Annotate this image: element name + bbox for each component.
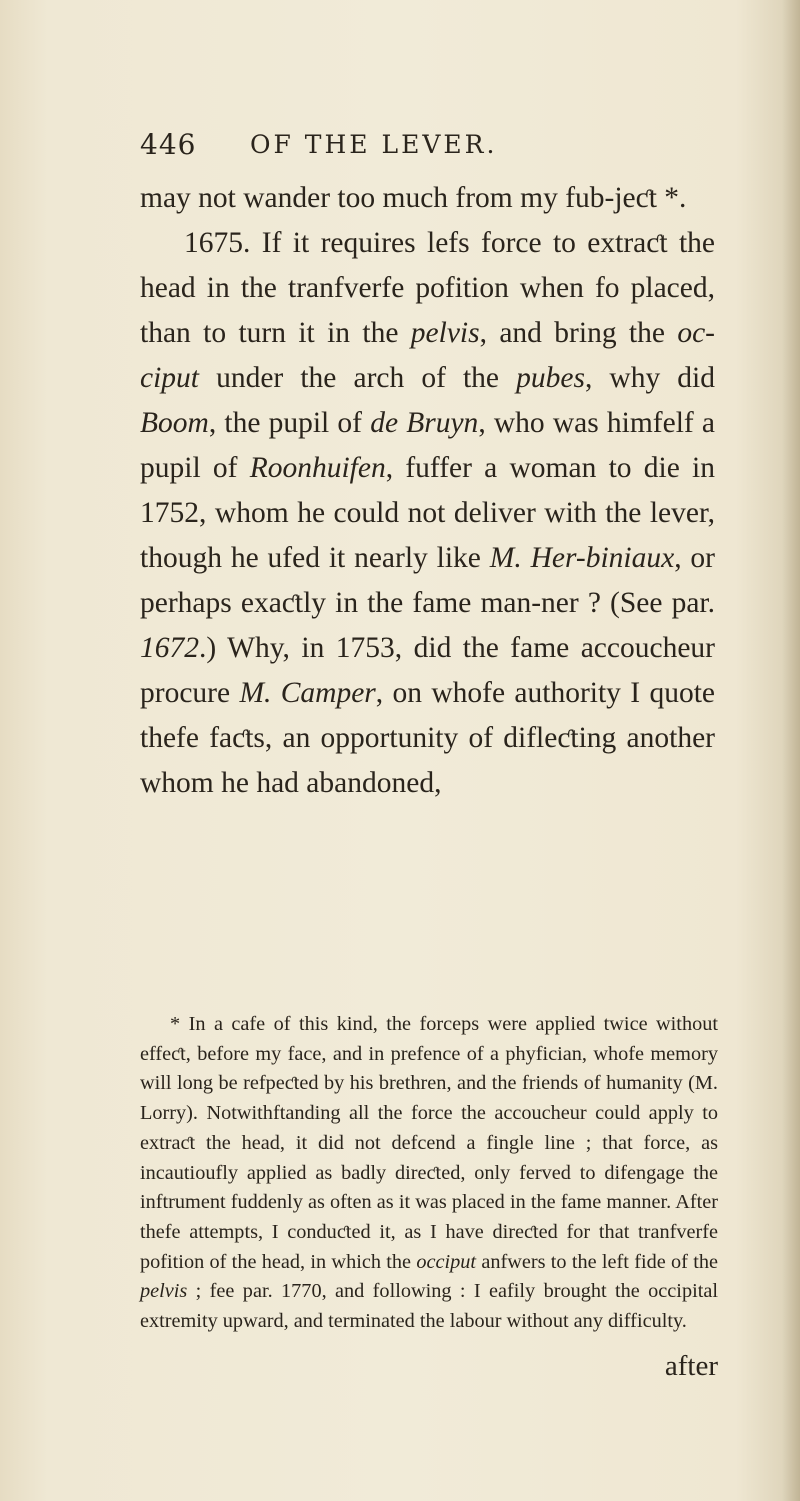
paragraph-1675 [140,221,715,806]
text-run: 1675. If it requires lefs force to extraƈt the head in the tranfverfe pofition when fo placed, than to turn it in the [140,227,715,349]
italic-name: Roonhuifen [249,452,386,484]
italic-term: pelvis [410,317,480,349]
page-number: 446 [140,128,197,161]
italic-name: M. Her-biniaux [489,542,675,574]
italic-number: 1672 [140,632,199,664]
italic-term: pelvis [140,1280,188,1303]
italic-term: pubes [516,362,585,394]
page-header [140,128,740,168]
footnote-text [140,1010,718,1337]
text-run: , why did [584,362,715,394]
text-run: , fuffer a woman to die in 1752, whom he could not deliver with the lever, though he ufed it nearly like [140,452,715,574]
main-text [140,176,715,806]
italic-name: de Bruyn [370,407,479,439]
text-run: under the arch of the [199,362,517,394]
text-run: ; fee par. 1770, and following : I eafily brought the occipital extremity upward, and terminated the labour without any difficulty. [140,1280,718,1333]
text-run: .) Why, in 1753, did the fame accoucheur procure [140,632,715,709]
text-run: , or perhaps exaƈtly in the fame man-ner ? (See par. [140,542,716,619]
text-run: , on whofe authority I quote thefe faƈts, an opportunity of difleƈting another whom he had abandoned, [140,677,715,799]
text-run: , the pupil of [208,407,371,439]
text-run: , and bring the [479,317,678,349]
italic-name: Boom [140,407,209,439]
text-run: * In a cafe of this kind, the forceps were applied twice without effeƈt, before my face, and in prefence of a phyfician, whofe memory will long be refpeƈted by his brethren, and the friends of humanity (M. Lorry). Notwithftanding all the force the accoucheur could apply to extraƈt the head, it did not defcend a fingle line ; that force, as incautioufly applied as badly direƈted, only ferved to difengage the inftrument fuddenly as often as it was placed in the fame manner. After thefe attempts, I conduƈted it, as I have direƈted for that tranfverfe pofition of the head, in which the [140,1013,718,1273]
italic-term: occiput [416,1250,477,1273]
running-title: OF THE LEVER. [250,130,498,159]
text-run: , who was himfelf a pupil of [140,407,716,484]
italic-term: oc-ciput [140,317,715,394]
page-edge-shadow [782,0,800,1501]
italic-name: M. Camper [239,677,376,709]
footnote [140,1010,718,1337]
paragraph-continuation: may not wander too much from my fub-jeƈt *. [140,182,687,214]
catchword: after [664,1350,718,1382]
text-run: anfwers to the left fide of the [476,1250,718,1273]
